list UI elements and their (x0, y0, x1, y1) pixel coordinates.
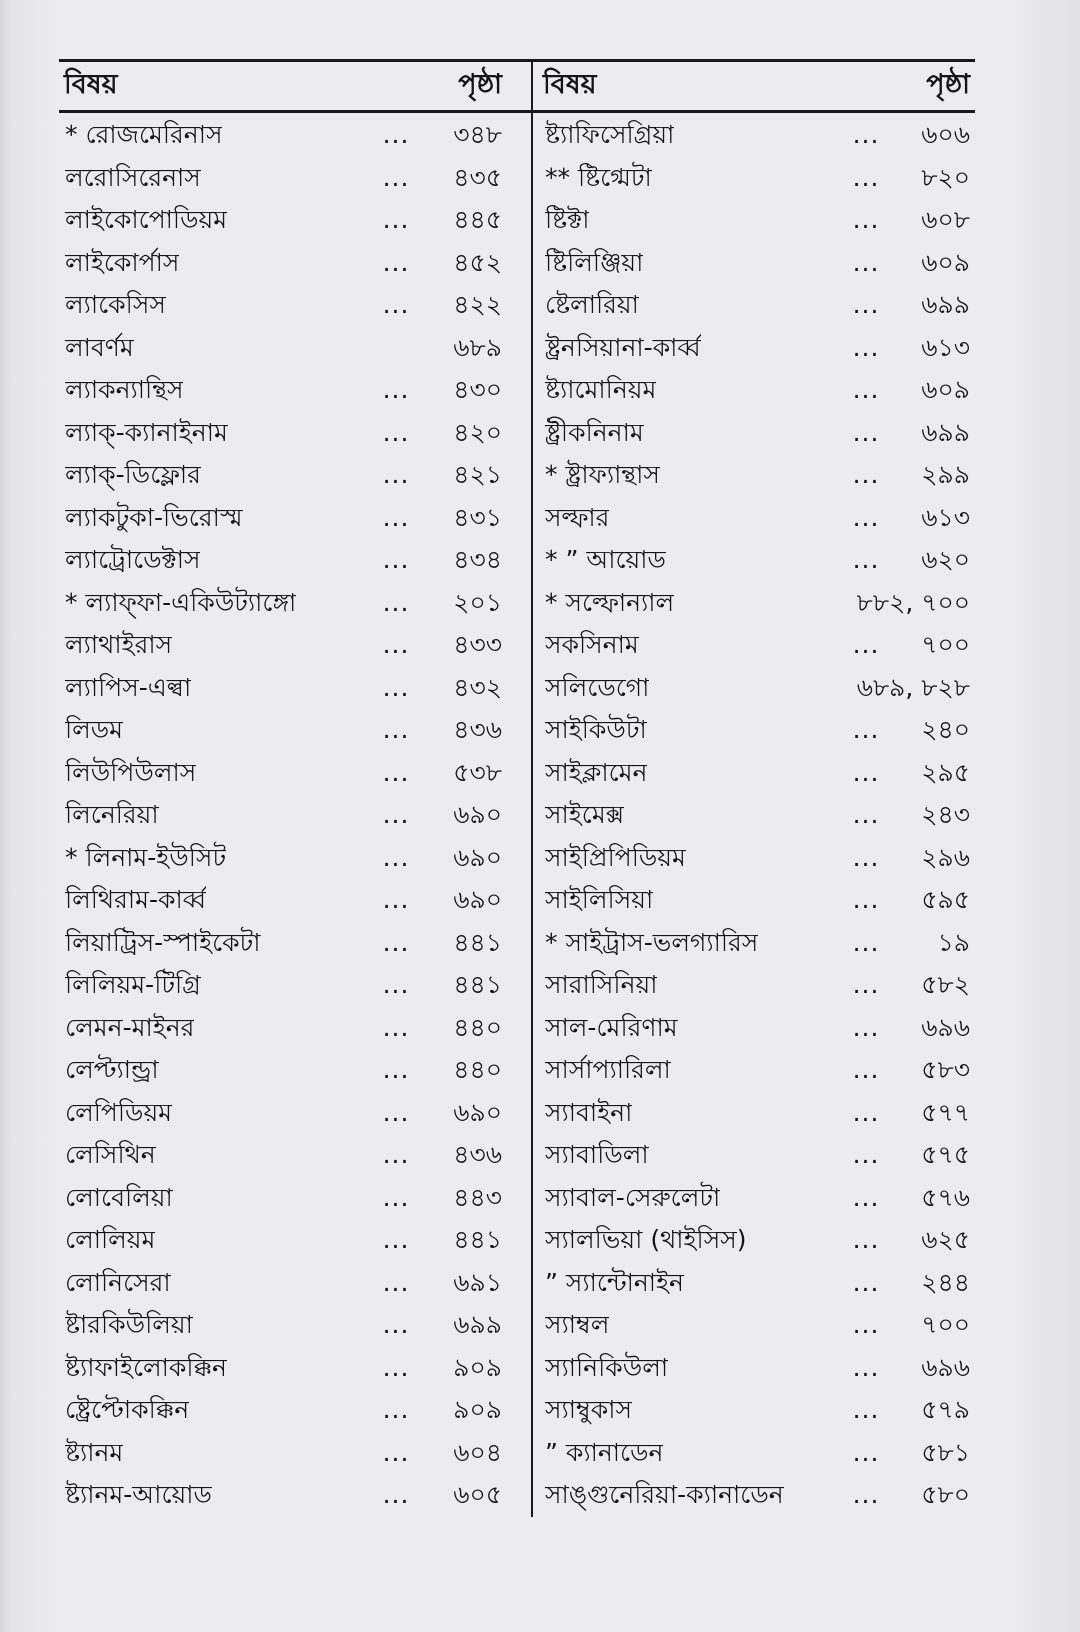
entry-subject: স্যাম্বল (545, 1310, 610, 1339)
entry-leader-dots: ... (852, 417, 880, 447)
entry-leader-dots: ... (852, 1267, 880, 1297)
entry-subject: ষ্ট্যামোনিয়ম (545, 375, 657, 404)
right-entry-list (533, 114, 975, 1517)
entry-subject: ল্যাথাইরাস (65, 630, 173, 659)
right-index-entry (533, 667, 975, 710)
entry-page-number: ৪২১ (453, 460, 502, 489)
entry-leader-dots: ... (382, 1225, 410, 1254)
left-index-entry (59, 752, 531, 795)
entry-subject: লিয়াট্রিস-স্পাইকেটা (65, 927, 261, 957)
entry-subject: স্যালভিয়া (থাইসিস) (545, 1225, 747, 1254)
entry-page-number: ৬১৩ (921, 332, 970, 362)
entry-page-number: ৪৩২ (453, 672, 502, 702)
entry-subject: ল্যাকন্যান্থিস (65, 375, 184, 404)
entry-page-number: ৬২৫ (921, 1225, 970, 1254)
entry-page-number: ৪৩৩ (453, 630, 502, 659)
entry-subject: ষ্ট্রনসিয়ানা-কার্ব্ব (545, 332, 701, 362)
entry-page-number: ৮৮২, ৭০০ (856, 587, 970, 617)
entry-subject: * ষ্ট্রাফ্যান্থাস (545, 460, 660, 489)
entry-subject: লিলিয়ম-টিগ্রি (65, 970, 201, 999)
entry-leader-dots: ... (852, 757, 880, 787)
entry-leader-dots: ... (852, 205, 880, 234)
entry-subject: ** ষ্টিগ্মেটা (545, 162, 652, 192)
entry-subject: ষ্ট্যাফাইলোকক্কিন (65, 1352, 227, 1382)
right-index-entry (533, 1304, 975, 1347)
entry-page-number: ৫৭৫ (921, 1140, 970, 1169)
left-index-entry (59, 1007, 531, 1050)
entry-leader-dots: ... (852, 1310, 880, 1339)
entry-page-number: ৬২০ (921, 545, 970, 574)
entry-page-number: ৪৪০ (453, 1012, 502, 1042)
entry-subject: লাইকোর্পাস (65, 247, 180, 277)
right-index-entry (533, 709, 975, 752)
entry-page-number: ১৯ (937, 927, 970, 957)
entry-subject: স্যাবাইনা (545, 1097, 633, 1127)
entry-subject: ” স্যান্টোনাইন (545, 1267, 684, 1297)
entry-page-number: ৭০০ (921, 1310, 970, 1339)
right-index-entry (533, 1134, 975, 1177)
entry-leader-dots: ... (382, 460, 410, 489)
entry-subject: ” ক্যানাডেন (545, 1437, 664, 1467)
entry-page-number: ৪৩৬ (453, 715, 502, 744)
left-index-entry (59, 922, 531, 965)
entry-subject: লিনেরিয়া (65, 800, 159, 829)
left-index-column (59, 62, 531, 1517)
entry-leader-dots: ... (852, 290, 880, 319)
entry-page-number: ২০১ (453, 587, 502, 617)
entry-page-number: ৪৫২ (453, 247, 502, 277)
right-header-row (533, 62, 975, 113)
entry-leader-dots: ... (382, 970, 410, 999)
entry-page-number: ২৪৪ (921, 1267, 970, 1297)
left-index-entry (59, 412, 531, 455)
entry-subject: ল্যাক্-ডিফ্লোর (65, 460, 201, 489)
entry-page-number: ৬০৬ (921, 120, 970, 149)
entry-subject: সার্সাপ্যারিলা (545, 1055, 671, 1084)
entry-leader-dots: ... (852, 375, 880, 404)
right-index-entry (533, 624, 975, 667)
entry-page-number: ৪৩৪ (453, 545, 502, 574)
left-index-entry (59, 667, 531, 710)
entry-subject: সল্ফার (545, 502, 610, 532)
entry-leader-dots: ... (382, 1097, 410, 1127)
entry-subject: সকসিনাম (545, 630, 639, 659)
right-header-page: পৃষ্ঠা (926, 69, 970, 100)
entry-subject: সলিডেগো (545, 672, 650, 702)
entry-subject: * লিনাম-ইউসিট (65, 842, 227, 872)
entry-subject: * ল্যাফ্ফা-একিউট্যাঙ্গো (65, 587, 297, 617)
entry-subject: স্যাম্বুকাস (545, 1395, 632, 1424)
entry-leader-dots: ... (382, 417, 410, 447)
entry-subject: সাল-মেরিণাম (545, 1012, 678, 1042)
entry-leader-dots: ... (382, 545, 410, 574)
entry-leader-dots: ... (382, 1140, 410, 1169)
right-index-entry (533, 412, 975, 455)
entry-subject: লেমন-মাইনর (65, 1012, 195, 1042)
entry-subject: ষ্ট্রীকনিনাম (545, 417, 644, 447)
left-index-entry (59, 1177, 531, 1220)
left-header-subject: বিষয় (64, 69, 118, 100)
entry-leader-dots: ... (382, 247, 410, 277)
entry-leader-dots: ... (852, 545, 880, 574)
right-index-entry (533, 879, 975, 922)
entry-leader-dots: ... (852, 502, 880, 532)
left-index-entry (59, 242, 531, 285)
entry-subject: লরোসিরেনাস (65, 162, 201, 192)
right-index-entry (533, 752, 975, 795)
entry-leader-dots: ... (382, 672, 410, 702)
entry-subject: * সল্ফোন্যাল (545, 587, 675, 617)
entry-subject: লাইকোপোডিয়ম (65, 205, 228, 234)
entry-page-number: ৫৮১ (921, 1437, 970, 1467)
right-index-entry (533, 1007, 975, 1050)
left-index-entry (59, 794, 531, 837)
entry-leader-dots: ... (852, 120, 880, 149)
entry-leader-dots: ... (382, 1182, 410, 1212)
right-index-entry (533, 1262, 975, 1305)
entry-subject: ষ্ট্যাফিসেগ্রিয়া (545, 120, 675, 149)
entry-leader-dots: ... (382, 290, 410, 319)
left-index-entry (59, 157, 531, 200)
entry-subject: সাইক্লামেন (545, 757, 648, 787)
left-header-row (59, 62, 531, 113)
entry-subject: লোলিয়ম (65, 1225, 156, 1254)
entry-page-number: ৬৯৯ (453, 1310, 502, 1339)
entry-leader-dots: ... (382, 1310, 410, 1339)
right-index-column (531, 62, 975, 1517)
entry-subject: ল্যাপিস-এল্বা (65, 672, 192, 702)
entry-leader-dots: ... (852, 1097, 880, 1127)
left-index-entry (59, 624, 531, 667)
entry-leader-dots: ... (382, 1267, 410, 1297)
entry-subject: লোবেলিয়া (65, 1182, 173, 1212)
entry-page-number: ৭০০ (921, 630, 970, 659)
entry-page-number: ৫৮০ (921, 1480, 970, 1509)
entry-page-number: ৫৩৮ (453, 757, 502, 787)
entry-subject: * রোজমেরিনাস (65, 120, 223, 149)
right-index-entry (533, 922, 975, 965)
entry-page-number: ৫৭৬ (921, 1182, 970, 1212)
right-index-entry (533, 199, 975, 242)
entry-page-number: ৪৩১ (453, 502, 502, 532)
entry-page-number: ২৯৫ (921, 757, 970, 787)
entry-subject: লিডম (65, 715, 124, 744)
entry-leader-dots: ... (382, 1437, 410, 1467)
entry-leader-dots: ... (852, 162, 880, 192)
left-index-entry (59, 1347, 531, 1390)
entry-subject: ষ্টিলিঞ্জিয়া (545, 247, 644, 277)
entry-leader-dots: ... (852, 630, 880, 659)
right-index-entry (533, 794, 975, 837)
entry-page-number: ২৯৬ (921, 842, 970, 872)
entry-subject: সারাসিনিয়া (545, 970, 658, 999)
entry-subject: সাইলিসিয়া (545, 885, 654, 914)
entry-leader-dots: ... (382, 205, 410, 234)
entry-page-number: ৫৮২ (921, 970, 970, 999)
entry-page-number: ৪৩৫ (453, 162, 502, 192)
entry-leader-dots: ... (382, 1395, 410, 1424)
left-index-entry (59, 539, 531, 582)
left-index-entry (59, 1304, 531, 1347)
left-index-entry (59, 1134, 531, 1177)
entry-page-number: ৬৮৯ (453, 332, 502, 362)
entry-leader-dots: ... (382, 162, 410, 192)
left-index-entry (59, 497, 531, 540)
left-index-entry (59, 114, 531, 157)
right-index-entry (533, 1474, 975, 1517)
left-index-entry (59, 1262, 531, 1305)
entry-page-number: ৬৯০ (453, 800, 502, 829)
entry-page-number: ৫৭৯ (921, 1395, 970, 1424)
entry-page-number: ৮২০ (921, 162, 970, 192)
entry-subject: লেপ্ট্যান্ড্রা (65, 1055, 159, 1084)
right-index-entry (533, 242, 975, 285)
entry-leader-dots: ... (852, 1352, 880, 1382)
left-index-entry (59, 709, 531, 752)
left-header-page: পৃষ্ঠা (458, 69, 502, 100)
right-index-entry (533, 1049, 975, 1092)
entry-leader-dots: ... (382, 1480, 410, 1509)
entry-leader-dots: ... (852, 1012, 880, 1042)
entry-subject: সাইমেক্স (545, 800, 625, 829)
entry-leader-dots: ... (382, 1055, 410, 1084)
entry-leader-dots: ... (382, 885, 410, 914)
right-index-entry (533, 1432, 975, 1475)
entry-leader-dots: ... (852, 1225, 880, 1254)
entry-page-number: ৯০৯ (453, 1395, 502, 1424)
right-index-entry (533, 1219, 975, 1262)
entry-leader-dots: ... (852, 1480, 880, 1509)
entry-leader-dots: ... (382, 842, 410, 872)
entry-leader-dots: ... (852, 1182, 880, 1212)
left-index-entry (59, 199, 531, 242)
right-index-entry (533, 157, 975, 200)
left-index-entry (59, 1389, 531, 1432)
entry-page-number: ৬৯৬ (921, 1352, 970, 1382)
entry-leader-dots: ... (382, 502, 410, 532)
entry-page-number: ৬৯১ (453, 1267, 502, 1297)
entry-page-number: ২৪৩ (921, 800, 970, 829)
entry-leader-dots: ... (382, 375, 410, 404)
entry-page-number: ৯০৯ (453, 1352, 502, 1382)
right-index-entry (533, 539, 975, 582)
entry-page-number: ৪৩৬ (453, 1140, 502, 1169)
entry-subject: ষ্টিক্টা (545, 205, 590, 234)
entry-page-number: ৬৯৯ (921, 290, 970, 319)
entry-leader-dots: ... (382, 1352, 410, 1382)
entry-subject: ল্যাকটুকা-ভিরোস্ম (65, 502, 243, 532)
entry-subject: ল্যাট্রোডেক্টাস (65, 545, 201, 574)
left-index-entry (59, 327, 531, 370)
entry-page-number: ৪৪৩ (453, 1182, 502, 1212)
right-index-entry (533, 837, 975, 880)
entry-page-number: ৬০৯ (921, 247, 970, 277)
entry-leader-dots: ... (382, 630, 410, 659)
entry-leader-dots: ... (852, 1437, 880, 1467)
entry-leader-dots: ... (382, 120, 410, 149)
right-index-entry (533, 327, 975, 370)
entry-leader-dots: ... (382, 927, 410, 957)
entry-subject: স্যানিকিউলা (545, 1352, 669, 1382)
left-index-entry (59, 1474, 531, 1517)
entry-page-number: ৪৩০ (453, 375, 502, 404)
entry-leader-dots: ... (382, 587, 410, 617)
entry-subject: লিউপিউলাস (65, 757, 197, 787)
entry-page-number: ৪২২ (453, 290, 502, 319)
entry-leader-dots: ... (852, 332, 880, 362)
entry-subject: * সাইট্রাস-ভলগ্যারিস (545, 927, 759, 957)
entry-page-number: ৬০৯ (921, 375, 970, 404)
right-index-entry (533, 582, 975, 625)
entry-subject: সাইকিউটা (545, 715, 647, 744)
right-index-entry (533, 284, 975, 327)
entry-subject: সাঙ্গুনেরিয়া-ক্যানাডেন (545, 1480, 784, 1509)
right-index-entry (533, 1177, 975, 1220)
entry-leader-dots: ... (852, 1055, 880, 1084)
entry-subject: সাইপ্রিপিডিয়ম (545, 842, 686, 872)
entry-page-number: ৬৯৬ (921, 1012, 970, 1042)
entry-page-number: ৫৯৫ (921, 885, 970, 914)
entry-subject: লোনিসেরা (65, 1267, 171, 1297)
entry-page-number: ২৪০ (921, 715, 970, 744)
entry-page-number: ৬০৫ (453, 1480, 502, 1509)
left-index-entry (59, 879, 531, 922)
entry-subject: ষ্ট্যানম (65, 1437, 124, 1467)
entry-leader-dots: ... (852, 715, 880, 744)
entry-leader-dots: ... (852, 842, 880, 872)
entry-page-number: ৬৯৯ (921, 417, 970, 447)
left-index-entry (59, 582, 531, 625)
entry-page-number: ৫৭৭ (921, 1097, 970, 1127)
entry-page-number: ৬৮৯, ৮২৮ (856, 672, 970, 702)
left-index-entry (59, 1049, 531, 1092)
entry-leader-dots: ... (852, 1395, 880, 1424)
entry-leader-dots: ... (852, 460, 880, 489)
entry-page-number: ৪৪১ (453, 970, 502, 999)
entry-page-number: ৬৯০ (453, 885, 502, 914)
left-index-entry (59, 1219, 531, 1262)
right-header-subject: বিষয় (543, 69, 597, 100)
entry-leader-dots: ... (852, 247, 880, 277)
left-index-entry (59, 369, 531, 412)
entry-leader-dots: ... (852, 1140, 880, 1169)
entry-page-number: ৬১৩ (921, 502, 970, 532)
entry-subject: ল্যাক্-ক্যানাইনাম (65, 417, 228, 447)
entry-page-number: ৪৪১ (453, 927, 502, 957)
entry-subject: লেপিডিয়ম (65, 1097, 173, 1127)
left-index-entry (59, 1432, 531, 1475)
entry-leader-dots: ... (852, 885, 880, 914)
entry-subject: ল্যাকেসিস (65, 290, 166, 319)
entry-page-number: ৬০৪ (453, 1437, 502, 1467)
entry-page-number: ৬৯০ (453, 842, 502, 872)
right-index-entry (533, 1092, 975, 1135)
entry-page-number: ৬৯০ (453, 1097, 502, 1127)
right-index-entry (533, 114, 975, 157)
entry-page-number: ৬০৮ (921, 205, 970, 234)
entry-leader-dots: ... (382, 715, 410, 744)
right-index-entry (533, 1347, 975, 1390)
entry-page-number: ৪৪৫ (453, 205, 502, 234)
entry-subject: ষ্ট্রেপ্টোকক্কিন (65, 1395, 190, 1424)
entry-leader-dots: ... (382, 800, 410, 829)
left-index-entry (59, 837, 531, 880)
right-index-entry (533, 369, 975, 412)
entry-page-number: ২৯৯ (921, 460, 970, 489)
entry-page-number: ৪২০ (453, 417, 502, 447)
entry-leader-dots: ... (852, 970, 880, 999)
index-table (59, 59, 975, 1517)
left-entry-list (59, 114, 531, 1517)
left-index-entry (59, 1092, 531, 1135)
entry-subject: স্যাবাডিলা (545, 1140, 649, 1169)
entry-subject: ষ্টারকিউলিয়া (65, 1310, 193, 1339)
entry-subject: লিথিরাম-কার্ব্ব (65, 885, 207, 914)
entry-leader-dots: ... (382, 757, 410, 787)
left-index-entry (59, 964, 531, 1007)
entry-subject: * ” আয়োড (545, 545, 666, 574)
entry-leader-dots: ... (852, 800, 880, 829)
right-index-entry (533, 497, 975, 540)
left-index-entry (59, 284, 531, 327)
entry-subject: স্যাবাল-সেরুলেটা (545, 1182, 721, 1212)
entry-page-number: ৪৪০ (453, 1055, 502, 1084)
entry-leader-dots: ... (382, 1012, 410, 1042)
entry-subject: লেসিথিন (65, 1140, 156, 1169)
entry-subject: ষ্ট্যানম-আয়োড (65, 1480, 212, 1509)
right-index-entry (533, 964, 975, 1007)
left-index-entry (59, 454, 531, 497)
entry-subject: লাবর্ণম (65, 332, 134, 362)
entry-page-number: ৩৪৮ (453, 120, 502, 149)
entry-page-number: ৫৮৩ (921, 1055, 970, 1084)
entry-page-number: ৪৪১ (453, 1225, 502, 1254)
entry-subject: ষ্টেলারিয়া (545, 290, 639, 319)
right-index-entry (533, 454, 975, 497)
entry-leader-dots: ... (852, 927, 880, 957)
right-index-entry (533, 1389, 975, 1432)
